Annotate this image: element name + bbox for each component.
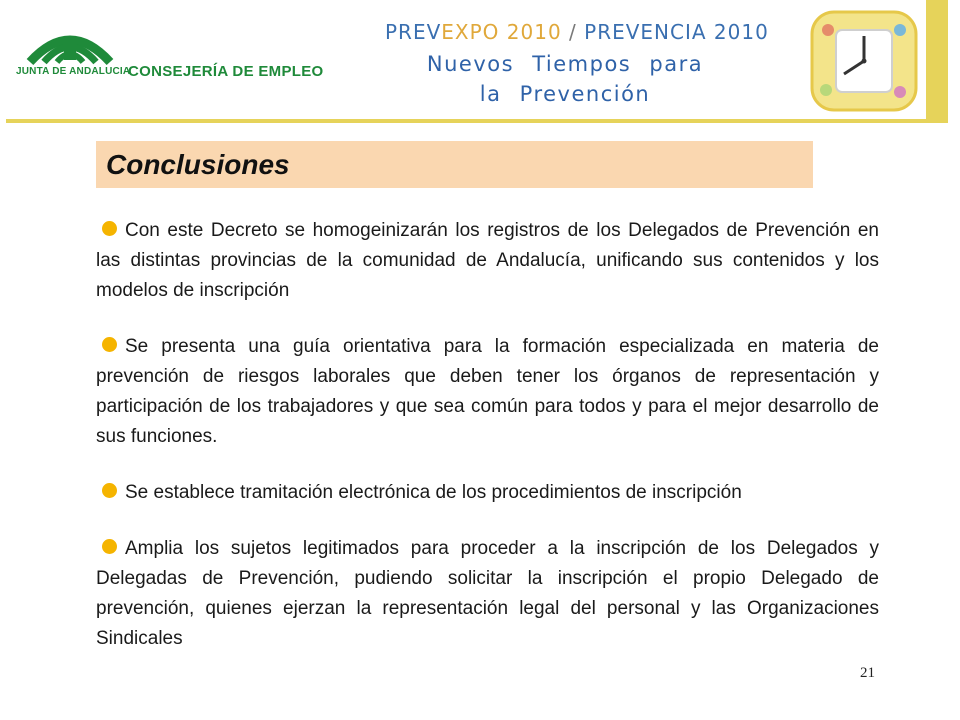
tagline-line-1: Nuevos Tiempos para — [426, 52, 704, 76]
clock-icon — [808, 8, 920, 114]
bullet-icon — [102, 221, 117, 236]
logo-junta-text: JUNTA DE ANDALUCIA — [16, 66, 131, 77]
conclusion-item — [96, 478, 879, 508]
conclusion-item — [96, 216, 879, 306]
conclusion-text: Se presenta una guía orientativa para la formación especializada en materia de prevención de riesgos laborales que deben tener los órganos de representación y participación de los trabajadores y que sea común para todos y para el mejor desarrollo de sus funciones. — [96, 336, 879, 447]
conclusion-item — [96, 534, 879, 654]
bullet-icon — [102, 539, 117, 554]
event-title-prev: PREV — [385, 20, 442, 44]
logo-consejeria-text: CONSEJERÍA DE EMPLEO — [128, 63, 324, 80]
section-title-box — [96, 141, 813, 188]
header-right-bar — [926, 0, 948, 122]
junta-andalucia-logo-icon — [10, 10, 340, 110]
bullet-icon — [102, 483, 117, 498]
conclusion-text: Se establece tramitación electrónica de los procedimientos de inscripción — [125, 482, 742, 503]
slide-header — [0, 0, 960, 125]
conclusions-list — [96, 216, 879, 680]
tagline-line-2: la Prevención — [479, 82, 651, 106]
event-title — [385, 20, 769, 44]
header-divider — [6, 119, 948, 123]
conclusion-text: Amplia los sujetos legitimados para proceder a la inscripción de los Delegados y Delegadas de Prevención, pudiendo solicitar la inscripción el propio Delegado de prevención, quienes ejerzan la representación legal del personal y las Organizaciones Sindicales — [96, 538, 879, 649]
conclusion-text: Con este Decreto se homogeinizarán los registros de los Delegados de Prevención en las distintas provincias de la comunidad de Andalucía, unificando sus contenidos y los modelos de inscripción — [96, 220, 879, 301]
section-title: Conclusiones — [106, 149, 290, 180]
page-number: 21 — [860, 665, 875, 681]
event-title-slash: / — [561, 20, 585, 44]
conclusion-item — [96, 332, 879, 452]
event-title-expo: EXPO 2010 — [441, 20, 562, 44]
bullet-icon — [102, 337, 117, 352]
event-title-prevencia: PREVENCIA 2010 — [584, 20, 769, 44]
